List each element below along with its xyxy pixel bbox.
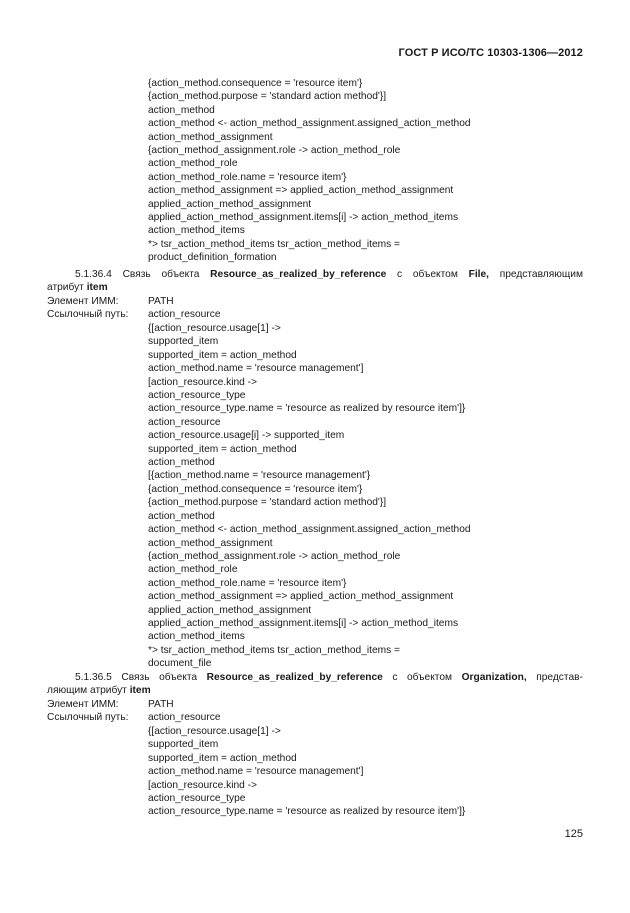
code-line: {action_method.purpose = 'standard action method'}] bbox=[148, 497, 387, 509]
code-line: {action_method_assignment.role -> action_method_role bbox=[148, 145, 401, 157]
code-block-continuation bbox=[148, 77, 588, 265]
code-line: action_method_assignment bbox=[148, 131, 273, 143]
code-line: action_method <- action_method_assignment.assigned_action_method bbox=[148, 524, 471, 536]
code-line: action_resource.usage[i] -> supported_item bbox=[148, 430, 345, 442]
entity-name: Resource_as_realized_by_reference bbox=[210, 269, 387, 280]
code-line: supported_item = action_method bbox=[148, 443, 297, 455]
section-number: 5.1.36.5 bbox=[75, 672, 112, 683]
code-line: action_method_items bbox=[148, 225, 245, 237]
section-heading-5-1-36-4 bbox=[47, 268, 583, 295]
code-line: action_resource_type bbox=[148, 793, 246, 805]
code-line: {[action_resource.usage[1] -> bbox=[148, 323, 281, 334]
code-line: action_method <- action_method_assignment.assigned_action_method bbox=[148, 118, 471, 130]
code-line: action_method_role bbox=[148, 158, 238, 170]
code-line: action_method_assignment => applied_action_method_assignment bbox=[148, 185, 454, 197]
attribute-name: item bbox=[129, 685, 151, 697]
code-line: supported_item = action_method bbox=[148, 752, 297, 764]
code-line: action_method bbox=[148, 104, 215, 116]
reference-path-5-1-36-4 bbox=[148, 322, 588, 671]
heading-word: объектом bbox=[407, 672, 453, 683]
attribute-name: item bbox=[86, 282, 108, 294]
path-label: Ссылочный путь: bbox=[47, 309, 129, 320]
code-line: [action_resource.kind -> bbox=[148, 376, 258, 388]
path-label: Ссылочный путь: bbox=[47, 712, 129, 723]
path-first-line: action_resource bbox=[148, 309, 221, 320]
element-row bbox=[47, 295, 587, 308]
entity-name: Resource_as_realized_by_reference bbox=[206, 672, 383, 683]
code-line: action_method bbox=[148, 457, 215, 469]
code-line: *> tsr_action_method_items tsr_action_method_items = bbox=[148, 238, 400, 250]
section-number: 5.1.36.4 bbox=[75, 269, 112, 280]
heading-word: объекта bbox=[159, 672, 198, 683]
code-line: applied_action_method_assignment.items[i] -> action_method_items bbox=[148, 212, 459, 224]
reference-path-5-1-36-5 bbox=[148, 725, 588, 819]
element-label: Элемент ИММ: bbox=[47, 699, 119, 710]
code-line: action_resource_type.name = 'resource as realized by resource item']} bbox=[148, 403, 466, 415]
code-line: supported_item bbox=[148, 739, 219, 751]
code-line: supported_item = action_method bbox=[148, 349, 297, 361]
heading-word: представляющим bbox=[499, 269, 583, 280]
code-line: applied_action_method_assignment.items[i] -> action_method_items bbox=[148, 617, 459, 629]
heading-word: с объектом bbox=[397, 269, 458, 280]
target-entity: File, bbox=[468, 269, 489, 280]
code-line: document_file bbox=[148, 658, 212, 670]
heading-word: с bbox=[392, 672, 398, 683]
code-line: {action_method.purpose = 'standard action method'}] bbox=[148, 91, 387, 103]
element-value: PATH bbox=[148, 296, 174, 307]
page-number: 125 bbox=[564, 828, 583, 840]
target-entity: Organization, bbox=[461, 672, 527, 683]
element-label: Элемент ИММ: bbox=[47, 296, 119, 307]
code-line: [action_resource.kind -> bbox=[148, 779, 258, 791]
path-first-line: action_resource bbox=[148, 712, 221, 723]
heading-word: ляющим атрибут bbox=[47, 685, 127, 697]
code-line: action_method_role.name = 'resource item'} bbox=[148, 171, 347, 183]
code-line: action_method.name = 'resource management'] bbox=[148, 766, 364, 778]
code-line: action_method_role.name = 'resource item'} bbox=[148, 577, 347, 589]
code-line: [{action_method.name = 'resource management'} bbox=[148, 470, 371, 482]
element-row bbox=[47, 698, 587, 711]
code-line: action_method.name = 'resource management'] bbox=[148, 363, 364, 375]
code-line: action_method_assignment bbox=[148, 537, 273, 549]
code-line: {action_method.consequence = 'resource item'} bbox=[148, 483, 363, 495]
code-line: applied_action_method_assignment bbox=[148, 198, 312, 210]
code-line: {[action_resource.usage[1] -> bbox=[148, 726, 281, 737]
code-line: action_method_items bbox=[148, 631, 245, 643]
path-row bbox=[47, 308, 587, 321]
code-line: action_resource bbox=[148, 416, 221, 428]
code-line: action_method_role bbox=[148, 564, 238, 576]
code-line: applied_action_method_assignment bbox=[148, 604, 312, 616]
code-line: action_method_assignment => applied_action_method_assignment bbox=[148, 591, 454, 603]
code-line: {action_method.consequence = 'resource item'} bbox=[148, 78, 363, 89]
heading-word: представ- bbox=[536, 672, 583, 683]
heading-word: объекта bbox=[161, 269, 200, 280]
code-line: action_method bbox=[148, 510, 215, 522]
code-line: supported_item bbox=[148, 336, 219, 348]
heading-word: атрибут bbox=[47, 282, 84, 294]
heading-word: Связь bbox=[122, 269, 151, 280]
code-line: product_definition_formation bbox=[148, 252, 277, 264]
code-line: action_resource_type bbox=[148, 390, 246, 402]
heading-word: Связь bbox=[121, 672, 150, 683]
element-value: PATH bbox=[148, 699, 174, 710]
code-line: action_resource_type.name = 'resource as realized by resource item']} bbox=[148, 806, 466, 818]
code-line: *> tsr_action_method_items tsr_action_method_items = bbox=[148, 644, 400, 656]
section-heading-5-1-36-5 bbox=[47, 671, 583, 698]
code-line: {action_method_assignment.role -> action_method_role bbox=[148, 550, 401, 562]
path-row bbox=[47, 711, 587, 724]
document-header: ГОСТ Р ИСО/ТС 10303-1306—2012 bbox=[398, 47, 583, 59]
